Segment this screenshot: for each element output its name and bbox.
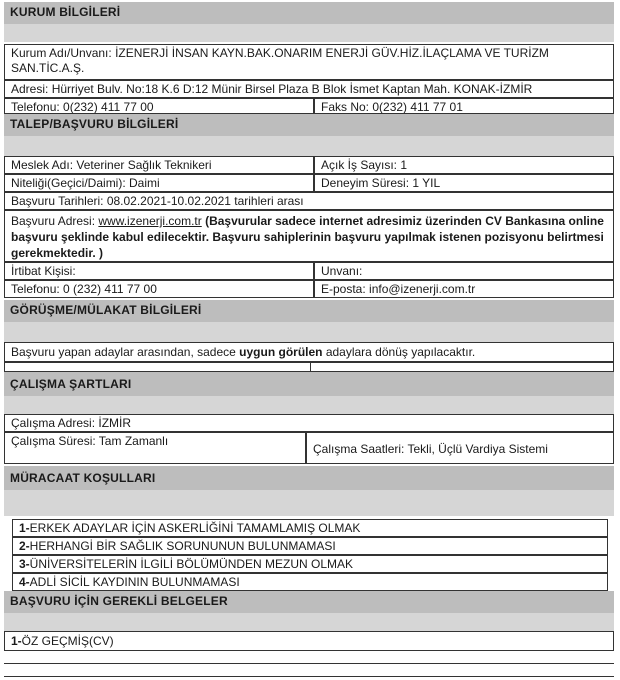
- website-link[interactable]: www.izenerji.com.tr: [98, 214, 202, 228]
- muracaat-item-2: [12, 537, 608, 555]
- kurum-faks: Faks No: 0(232) 411 77 01: [314, 98, 614, 114]
- item-number: 3-: [19, 557, 30, 571]
- divider: [310, 362, 311, 372]
- talep-adres-note: (Başvurular sadece internet adresimiz üzerinden CV Bankasına online başvuru şeklinde kabul edilecektir. Başvuru sahiplerinin başvuru yapılmak istenen pozisyonu belirtmesi gerekmektedir. ): [11, 214, 604, 260]
- section-header-talep: TALEP/BAŞVURU BİLGİLERİ: [4, 114, 614, 136]
- item-number: 1-: [19, 521, 30, 535]
- muracaat-item-4: [12, 573, 608, 591]
- item-text: ERKEK ADAYLAR İÇİN ASKERLİĞİNİ TAMAMLAMIŞ OLMAK: [29, 521, 361, 535]
- item-text: ADLİ SİCİL KAYDININ BULUNMAMASI: [29, 575, 240, 589]
- item-number: 2-: [19, 539, 30, 553]
- talep-acik-is: Açık İş Sayısı: 1: [314, 156, 614, 174]
- calisma-saat: Çalışma Saatleri: Tekli, Üçlü Vardiya Sistemi: [306, 432, 614, 464]
- calisma-adres: Çalışma Adresi: İZMİR: [4, 414, 614, 432]
- item-text: ÜNİVERSİTELERİN İLGİLİ BÖLÜMÜNDEN MEZUN OLMAK: [29, 557, 354, 571]
- talep-deneyim: Deneyim Süresi: 1 YIL: [314, 174, 614, 192]
- item-text: ÖZ GEÇMİŞ(CV): [21, 634, 114, 648]
- item-number: 4-: [19, 575, 30, 589]
- talep-meslek: Meslek Adı: Veteriner Sağlık Teknikeri: [4, 156, 314, 174]
- kurum-ad-label: Kurum Adı/Unvanı:: [11, 46, 112, 60]
- talep-irtibat: İrtibat Kişisi:: [4, 262, 314, 280]
- section-header-belgeler: BAŞVURU İÇİN GEREKLİ BELGELER: [4, 591, 614, 613]
- kurum-adres-label: Adresi:: [11, 82, 49, 96]
- talep-telefon: Telefonu: 0 (232) 411 77 00: [4, 280, 314, 298]
- talep-adres-label: Başvuru Adresi:: [11, 214, 96, 228]
- muracaat-item-1: [12, 519, 608, 537]
- talep-unvan: Unvanı:: [314, 262, 614, 280]
- calisma-sure: Çalışma Süresi: Tam Zamanlı: [4, 432, 306, 464]
- talep-adres-row: [4, 210, 614, 262]
- table-line: [4, 663, 614, 664]
- section-header-calisma: ÇALIŞMA ŞARTLARI: [4, 372, 614, 396]
- section-header-spacer: [4, 136, 614, 156]
- item-text: HERHANGİ BİR SAĞLIK SORUNUNUN BULUNMAMASI: [29, 539, 336, 553]
- item-number: 1-: [11, 634, 22, 648]
- kurum-ad-row: [4, 44, 614, 80]
- section-header-spacer: [4, 613, 614, 631]
- section-header-spacer: [4, 396, 614, 414]
- gorusme-text-a: Başvuru yapan adaylar arasından, sadece: [11, 345, 240, 359]
- kurum-adres-row: [4, 80, 614, 98]
- kurum-adres-value: Hürriyet Bulv. No:18 K.6 D:12 Münir Birsel Plaza B Blok İsmet Kaptan Mah. KONAK-İZMİR: [51, 82, 533, 96]
- talep-eposta: E-posta: info@izenerji.com.tr: [314, 280, 614, 298]
- form-page: [4, 0, 614, 680]
- talep-nitelik: Niteliği(Geçici/Daimi): Daimi: [4, 174, 314, 192]
- gorusme-text-bold: uygun görülen: [239, 345, 323, 359]
- section-header-kurum: KURUM BİLGİLERİ: [4, 2, 614, 24]
- gorusme-text: [4, 342, 614, 362]
- belgeler-item-1: [4, 631, 614, 651]
- kurum-telefon: Telefonu: 0(232) 411 77 00: [4, 98, 314, 114]
- kurum-ad-value: İZENERJİ İNSAN KAYN.BAK.ONARIM ENERJİ GÜV.HİZ.İLAÇLAMA VE TURİZM SAN.TİC.A.Ş.: [11, 46, 549, 75]
- section-header-spacer: [4, 24, 614, 42]
- section-header-gorusme: GÖRÜŞME/MÜLAKAT BİLGİLERİ: [4, 300, 614, 322]
- section-header-muracaat: MÜRACAAT KOŞULLARI: [4, 466, 614, 490]
- gorusme-text-c: adaylara dönüş yapılacaktır.: [322, 345, 476, 359]
- section-header-spacer: [4, 322, 614, 342]
- table-line: [4, 676, 614, 677]
- muracaat-item-3: [12, 555, 608, 573]
- gorusme-empty-row: [4, 362, 614, 372]
- talep-tarihler: Başvuru Tarihleri: 08.02.2021-10.02.2021 tarihleri arası: [4, 192, 614, 210]
- section-header-spacer: [4, 490, 614, 516]
